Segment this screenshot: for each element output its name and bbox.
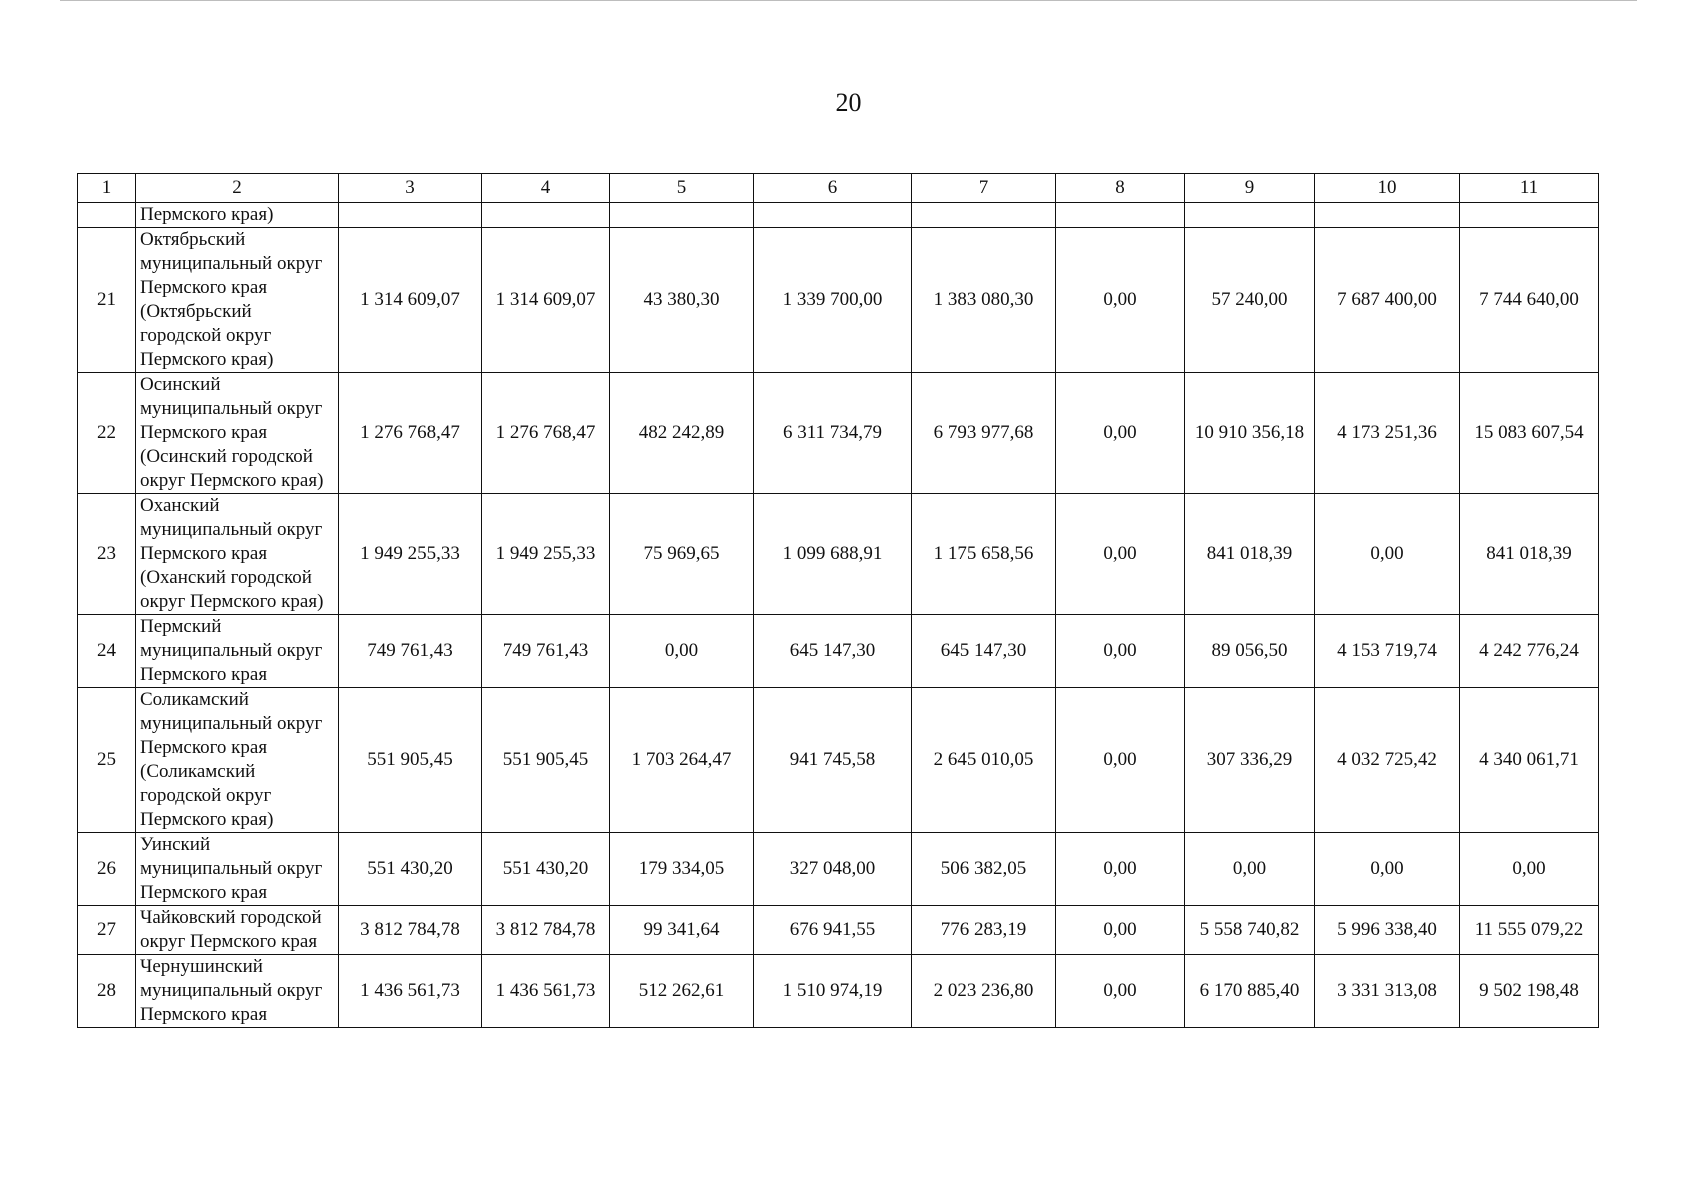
municipality-name-line: (Оханский городской: [140, 567, 312, 588]
value-cell: 0,00: [1056, 373, 1185, 494]
municipality-name-line: (Соликамский: [140, 761, 256, 782]
value-cell: 0,00: [1056, 955, 1185, 1028]
municipality-name-cell: [136, 833, 339, 906]
municipality-name-line: (Октябрьский: [140, 301, 252, 322]
column-header: 11: [1460, 174, 1599, 203]
municipality-name-cell: [136, 955, 339, 1028]
municipality-name-line: Пермский: [140, 616, 222, 637]
value-cell: 1 099 688,91: [754, 494, 912, 615]
value-cell: [1315, 203, 1460, 228]
value-cell: 1 276 768,47: [339, 373, 482, 494]
value-cell: 4 173 251,36: [1315, 373, 1460, 494]
row-number-cell: 25: [78, 688, 136, 833]
value-cell: 1 949 255,33: [482, 494, 610, 615]
value-cell: 0,00: [1056, 906, 1185, 955]
value-cell: 749 761,43: [339, 615, 482, 688]
value-cell: 1 276 768,47: [482, 373, 610, 494]
value-cell: 0,00: [1315, 833, 1460, 906]
table-row: [78, 906, 1599, 955]
value-cell: 676 941,55: [754, 906, 912, 955]
value-cell: 0,00: [1056, 494, 1185, 615]
municipality-name-line: Пермского края: [140, 1004, 268, 1025]
table-row: [78, 688, 1599, 833]
municipality-name-line: Октябрьский: [140, 229, 246, 250]
row-number-cell: 28: [78, 955, 136, 1028]
value-cell: 482 242,89: [610, 373, 754, 494]
value-cell: 551 905,45: [482, 688, 610, 833]
table-row: [78, 373, 1599, 494]
value-cell: 4 032 725,42: [1315, 688, 1460, 833]
municipality-name-line: Пермского края: [140, 664, 268, 685]
value-cell: 1 339 700,00: [754, 228, 912, 373]
row-number-cell: [78, 203, 136, 228]
value-cell: 551 430,20: [482, 833, 610, 906]
column-header: 1: [78, 174, 136, 203]
value-cell: 10 910 356,18: [1185, 373, 1315, 494]
value-cell: 551 430,20: [339, 833, 482, 906]
value-cell: [1185, 203, 1315, 228]
column-header: 2: [136, 174, 339, 203]
value-cell: 645 147,30: [912, 615, 1056, 688]
value-cell: 5 558 740,82: [1185, 906, 1315, 955]
column-header: 7: [912, 174, 1056, 203]
value-cell: 1 436 561,73: [339, 955, 482, 1028]
value-cell: 841 018,39: [1185, 494, 1315, 615]
value-cell: 4 340 061,71: [1460, 688, 1599, 833]
municipality-name-line: городской округ: [140, 325, 272, 346]
municipality-name-line: Пермского края: [140, 737, 268, 758]
value-cell: 3 812 784,78: [482, 906, 610, 955]
header-row: [78, 174, 1599, 203]
value-cell: 1 703 264,47: [610, 688, 754, 833]
value-cell: 7 744 640,00: [1460, 228, 1599, 373]
municipality-name-line: округ Пермского края: [140, 931, 318, 952]
column-header: 10: [1315, 174, 1460, 203]
value-cell: 0,00: [1185, 833, 1315, 906]
value-cell: 1 175 658,56: [912, 494, 1056, 615]
value-cell: 0,00: [1056, 615, 1185, 688]
value-cell: 307 336,29: [1185, 688, 1315, 833]
page-number: 20: [835, 88, 862, 117]
value-cell: [754, 203, 912, 228]
value-cell: 1 383 080,30: [912, 228, 1056, 373]
column-header: 9: [1185, 174, 1315, 203]
value-cell: [610, 203, 754, 228]
value-cell: [482, 203, 610, 228]
municipality-name-line: Пермского края: [140, 422, 268, 443]
value-cell: 9 502 198,48: [1460, 955, 1599, 1028]
municipality-name-line: Пермского края): [140, 809, 274, 830]
value-cell: 99 341,64: [610, 906, 754, 955]
value-cell: 327 048,00: [754, 833, 912, 906]
scan-edge-line: [60, 0, 1637, 1]
value-cell: 4 242 776,24: [1460, 615, 1599, 688]
municipality-name-cell: [136, 373, 339, 494]
value-cell: 0,00: [1056, 688, 1185, 833]
table-row: [78, 615, 1599, 688]
row-number-cell: 21: [78, 228, 136, 373]
value-cell: 1 314 609,07: [482, 228, 610, 373]
municipality-name-line: Пермского края: [140, 882, 268, 903]
row-number-cell: 27: [78, 906, 136, 955]
table-row: [78, 228, 1599, 373]
value-cell: 506 382,05: [912, 833, 1056, 906]
value-cell: 6 311 734,79: [754, 373, 912, 494]
value-cell: 0,00: [1056, 833, 1185, 906]
municipality-name-line: муниципальный округ: [140, 858, 323, 879]
municipality-name-cell: [136, 615, 339, 688]
column-header: 6: [754, 174, 912, 203]
value-cell: 3 331 313,08: [1315, 955, 1460, 1028]
municipality-name-cell: [136, 494, 339, 615]
column-header: 3: [339, 174, 482, 203]
value-cell: 0,00: [1056, 228, 1185, 373]
value-cell: [912, 203, 1056, 228]
municipality-name-line: муниципальный округ: [140, 640, 323, 661]
value-cell: 179 334,05: [610, 833, 754, 906]
value-cell: 75 969,65: [610, 494, 754, 615]
value-cell: [1460, 203, 1599, 228]
value-cell: 43 380,30: [610, 228, 754, 373]
value-cell: 7 687 400,00: [1315, 228, 1460, 373]
municipality-name-line: муниципальный округ: [140, 519, 323, 540]
value-cell: 0,00: [1460, 833, 1599, 906]
value-cell: [1056, 203, 1185, 228]
value-cell: 749 761,43: [482, 615, 610, 688]
table-row: [78, 833, 1599, 906]
municipality-name-line: округ Пермского края): [140, 591, 324, 612]
value-cell: 551 905,45: [339, 688, 482, 833]
value-cell: 1 510 974,19: [754, 955, 912, 1028]
municipality-name-line: муниципальный округ: [140, 980, 323, 1001]
column-header: 5: [610, 174, 754, 203]
value-cell: 0,00: [610, 615, 754, 688]
municipality-name-line: муниципальный округ: [140, 713, 323, 734]
data-table: [77, 173, 1599, 1028]
value-cell: 1 949 255,33: [339, 494, 482, 615]
municipality-name-cell: [136, 906, 339, 955]
row-number-cell: 22: [78, 373, 136, 494]
value-cell: 57 240,00: [1185, 228, 1315, 373]
value-cell: 5 996 338,40: [1315, 906, 1460, 955]
value-cell: 4 153 719,74: [1315, 615, 1460, 688]
value-cell: 1 436 561,73: [482, 955, 610, 1028]
municipality-name-line: округ Пермского края): [140, 470, 324, 491]
column-header: 4: [482, 174, 610, 203]
municipality-name-line: Оханский: [140, 495, 220, 516]
municipality-name-cell: [136, 228, 339, 373]
municipality-name-line: (Осинский городской: [140, 446, 313, 467]
municipality-name-line: Пермского края): [140, 349, 274, 370]
municipality-name-line: Уинский: [140, 834, 211, 855]
municipality-name-line: Пермского края: [140, 543, 268, 564]
municipality-name-line: Осинский: [140, 374, 221, 395]
value-cell: 2 023 236,80: [912, 955, 1056, 1028]
table-row: [78, 203, 1599, 228]
row-number-cell: 26: [78, 833, 136, 906]
value-cell: 6 170 885,40: [1185, 955, 1315, 1028]
value-cell: 15 083 607,54: [1460, 373, 1599, 494]
table-row: [78, 955, 1599, 1028]
municipality-name-line: муниципальный округ: [140, 253, 323, 274]
value-cell: 941 745,58: [754, 688, 912, 833]
value-cell: 512 262,61: [610, 955, 754, 1028]
value-cell: 1 314 609,07: [339, 228, 482, 373]
municipality-name-line: Чернушинский: [140, 956, 263, 977]
municipality-name-line: Пермского края: [140, 277, 268, 298]
value-cell: 645 147,30: [754, 615, 912, 688]
value-cell: [339, 203, 482, 228]
value-cell: 89 056,50: [1185, 615, 1315, 688]
value-cell: 6 793 977,68: [912, 373, 1056, 494]
municipality-name-line: Соликамский: [140, 689, 249, 710]
municipality-name-cell: [136, 688, 339, 833]
table-body: [78, 203, 1599, 1028]
municipality-name-line: Чайковский городской: [140, 907, 322, 928]
table-row: [78, 494, 1599, 615]
value-cell: 841 018,39: [1460, 494, 1599, 615]
row-number-cell: 24: [78, 615, 136, 688]
value-cell: 11 555 079,22: [1460, 906, 1599, 955]
municipality-name-line: муниципальный округ: [140, 398, 323, 419]
value-cell: 3 812 784,78: [339, 906, 482, 955]
municipality-name-line: Пермского края): [140, 204, 274, 225]
value-cell: 776 283,19: [912, 906, 1056, 955]
row-number-cell: 23: [78, 494, 136, 615]
value-cell: 2 645 010,05: [912, 688, 1056, 833]
column-header: 8: [1056, 174, 1185, 203]
municipality-name-cell: [136, 203, 339, 228]
municipality-name-line: городской округ: [140, 785, 272, 806]
value-cell: 0,00: [1315, 494, 1460, 615]
